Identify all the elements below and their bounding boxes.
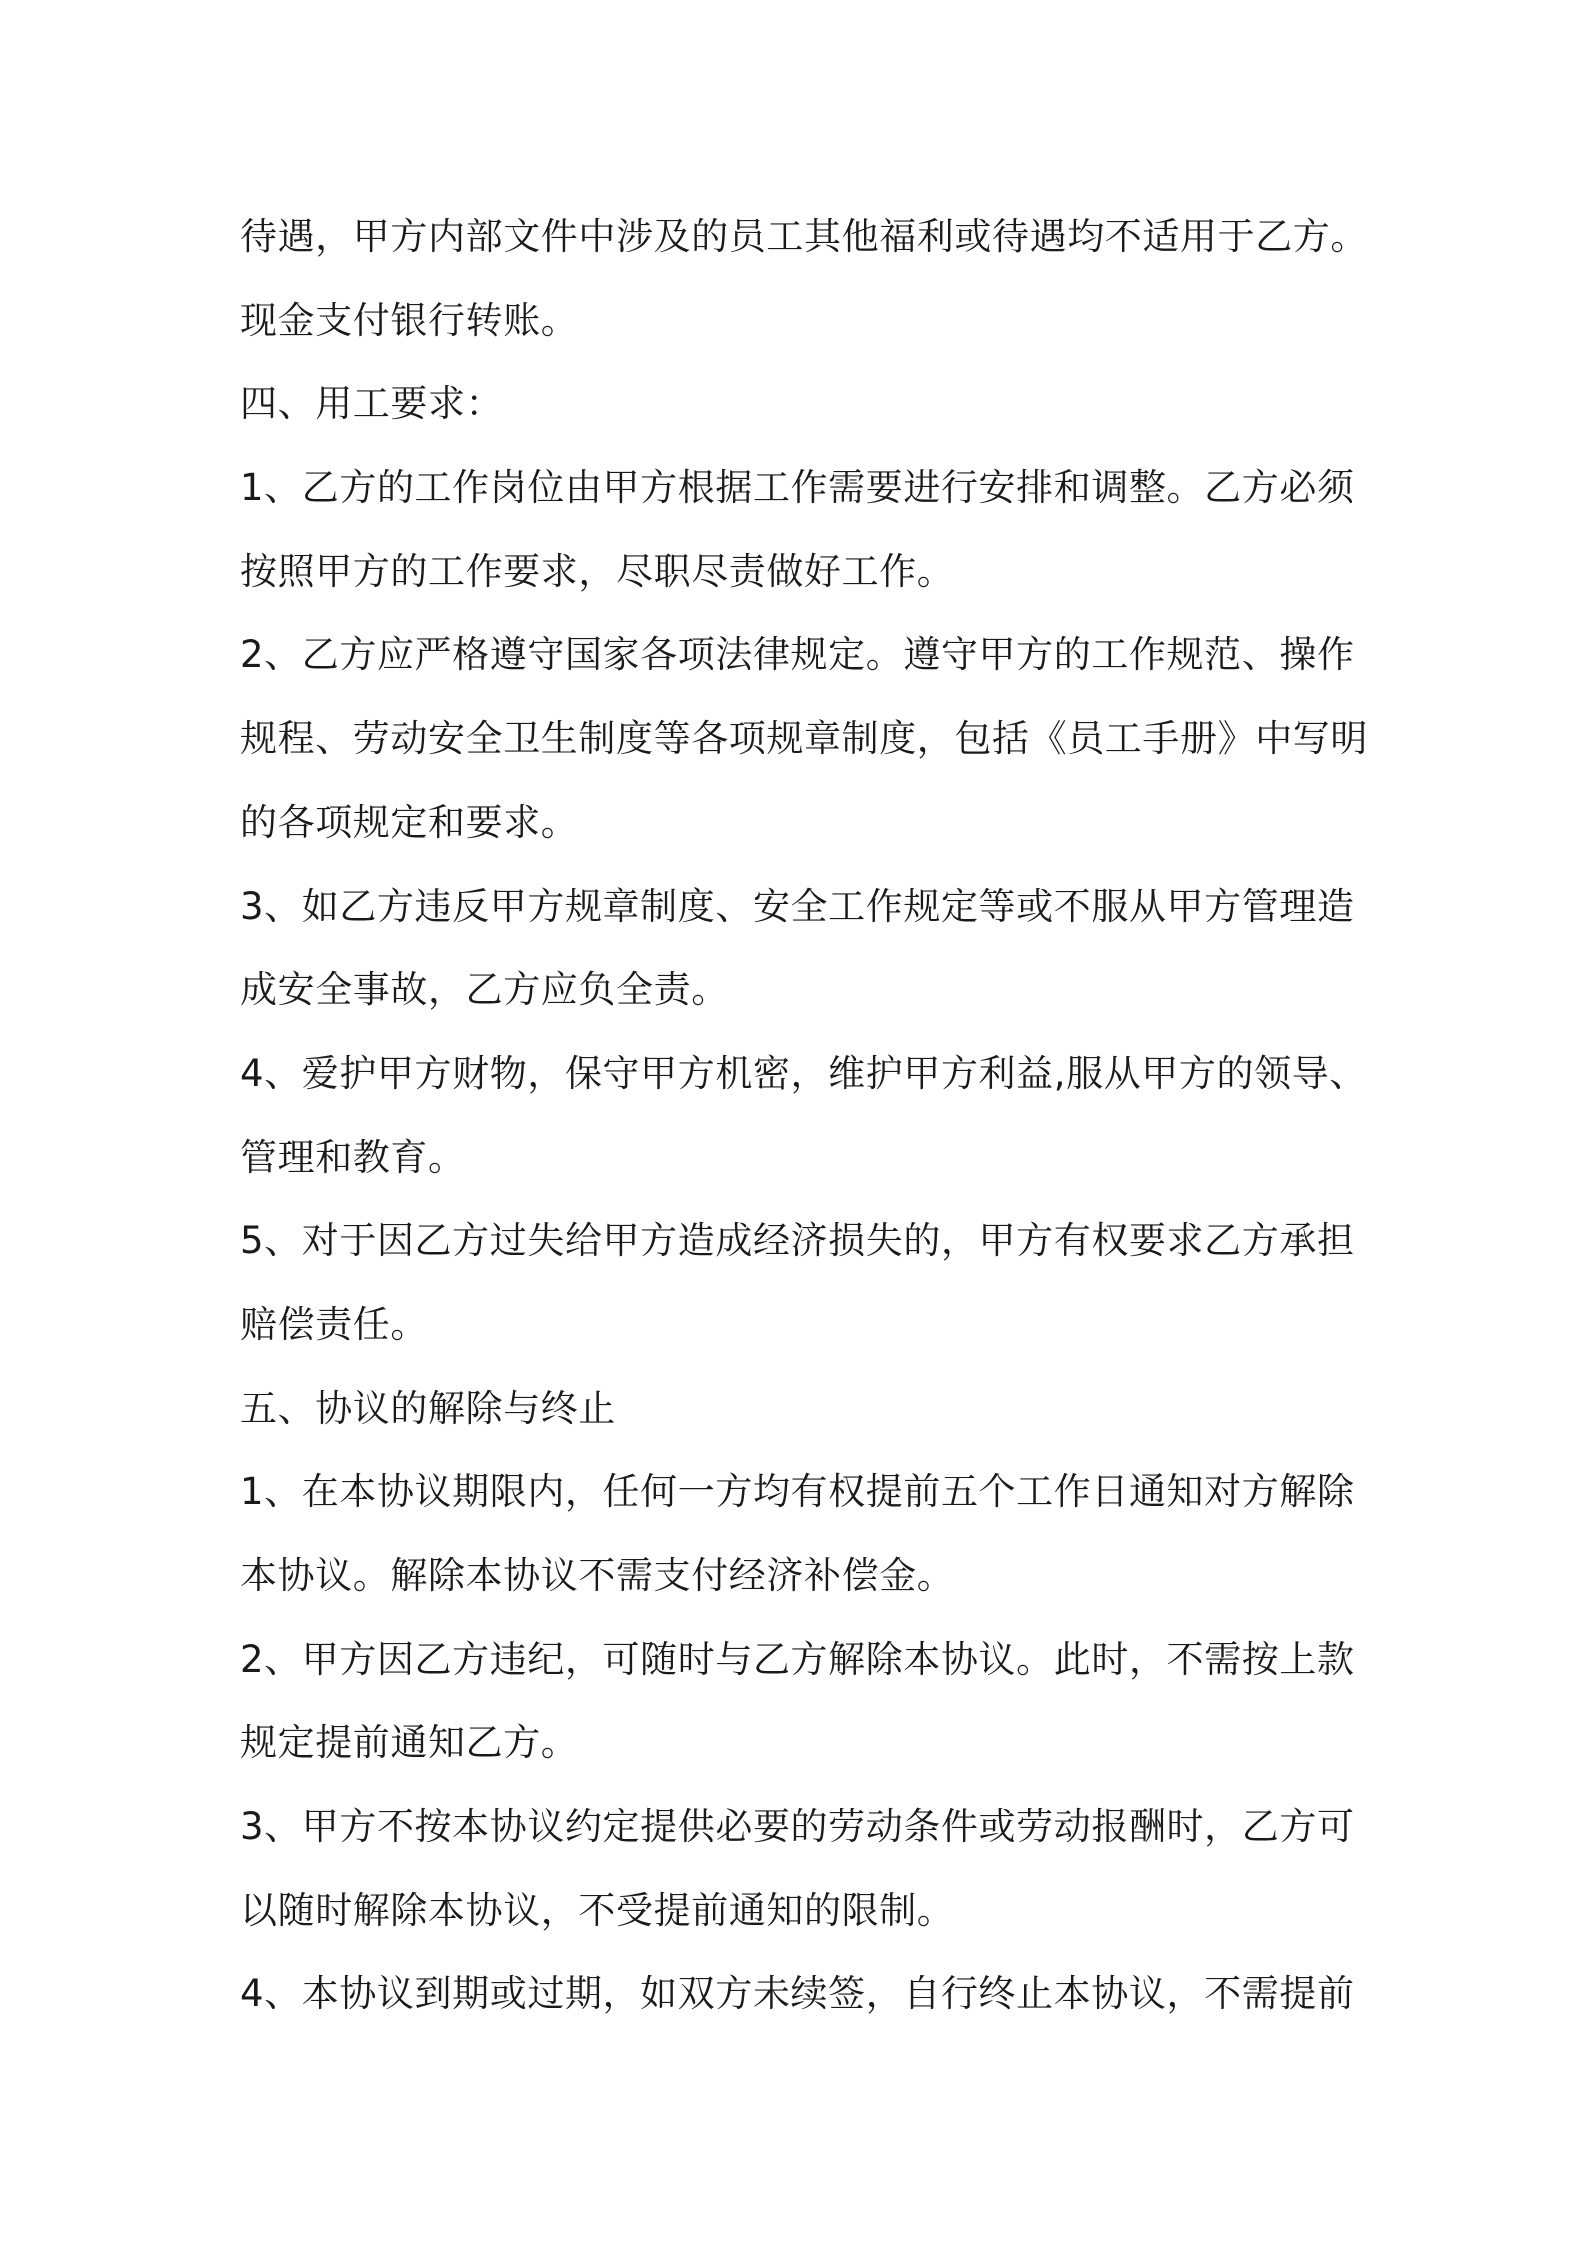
text-line: 待遇，甲方内部文件中涉及的员工其他福利或待遇均不适用于乙方。 [240,215,1368,258]
section-heading: 四、用工要求： [240,382,504,426]
text-line: 管理和教育。 [240,1135,466,1179]
text-line: 按照甲方的工作要求，尽职尽责做好工作。 [240,549,955,593]
text-line: 4、本协议到期或过期，如双方未续签，自行终止本协议，不需提前 [240,1972,1355,2016]
text-line: 1、乙方的工作岗位由甲方根据工作需要进行安排和调整。乙方必须 [240,466,1355,510]
text-line: 1、在本协议期限内，任何一方均有权提前五个工作日通知对方解除 [240,1470,1355,1514]
text-line: 规定提前通知乙方。 [240,1721,579,1765]
text-line: 2、甲方因乙方违纪，可随时与乙方解除本协议。此时，不需按上款 [240,1637,1355,1681]
text-line: 规程、劳动安全卫生制度等各项规章制度，包括《员工手册》中写明 [240,717,1368,761]
section-heading: 五、协议的解除与终止 [240,1386,616,1430]
document-body [240,195,1368,2036]
text-line: 成安全事故，乙方应负全责。 [240,968,729,1012]
text-line: 的各项规定和要求。 [240,800,579,844]
text-line: 4、爱护甲方财物，保守甲方机密，维护甲方利益,服从甲方的领导、 [240,1051,1367,1095]
text-line: 本协议。解除本协议不需支付经济补偿金。 [240,1554,955,1597]
text-line: 3、如乙方违反甲方规章制度、安全工作规定等或不服从甲方管理造 [240,884,1355,928]
text-line: 2、乙方应严格遵守国家各项法律规定。遵守甲方的工作规范、操作 [240,633,1355,677]
text-line: 赔偿责任。 [240,1302,428,1346]
text-line: 现金支付银行转账。 [240,298,579,342]
text-line: 以随时解除本协议，不受提前通知的限制。 [240,1888,955,1932]
text-line: 3、甲方不按本协议约定提供必要的劳动条件或劳动报酬时，乙方可 [240,1805,1355,1849]
text-line: 5、对于因乙方过失给甲方造成经济损失的，甲方有权要求乙方承担 [240,1219,1355,1263]
